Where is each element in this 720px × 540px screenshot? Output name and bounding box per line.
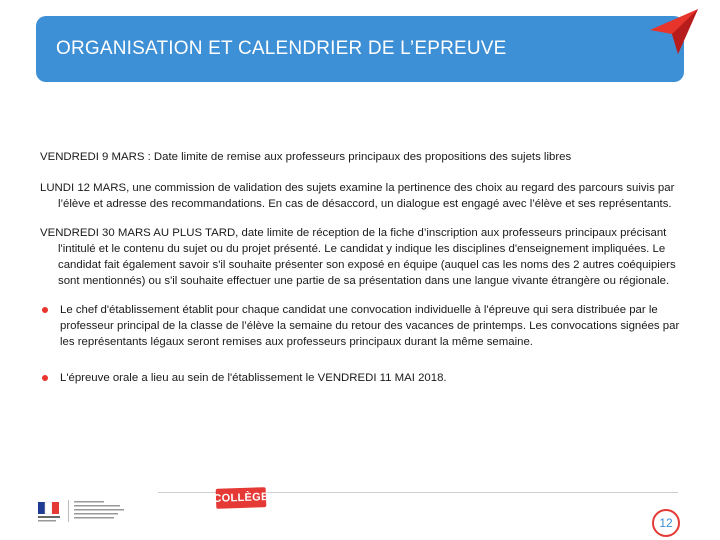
page-number: 12	[652, 509, 680, 537]
bullet-dot-icon	[42, 307, 48, 313]
college-logo: COLLÈGE	[216, 487, 267, 509]
bullet-text: Le chef d'établissement établit pour chaque candidat une convocation individuelle à l'épreuve qui sera distribuée par le professeur principal de la classe de l’élève la semaine du retour des vacances de printemps. Les convocations signées par les représentants légaux seront remises aux professeurs principaux durant la même semaine.	[60, 304, 680, 348]
bullet-dot-icon	[42, 375, 48, 381]
list-item-convocation	[40, 302, 690, 350]
republique-francaise-logo-icon	[38, 498, 130, 524]
schedule-content	[40, 149, 690, 406]
deadline-paragraph-9-mars: VENDREDI 9 MARS : Date limite de remise aux professeurs principaux des propositions des sujets libres	[40, 151, 572, 163]
title-banner	[36, 16, 684, 82]
list-item-oral-date	[40, 370, 690, 386]
commission-paragraph-12-mars: LUNDI 12 MARS, une commission de validation des sujets examine la pertinence des choix au regard des parcours suivis par l’élève et adresse des recommandations. En cas de désaccord, un dialogue est engagé avec l’élève et ses représentants.	[40, 182, 675, 210]
red-arrow-logo-icon	[646, 6, 700, 58]
page-title: ORGANISATION ET CALENDRIER DE L’EPREUVE	[56, 38, 507, 59]
inscription-paragraph-30-mars: VENDREDI 30 MARS AU PLUS TARD, date limite de réception de la fiche d’inscription aux professeurs principaux précisant l'intitulé et le contenu du sujet ou du projet présenté. Le candidat y indique les disciplines d'enseignement impliquées. Le candidat fait également savoir s'il souhaite présenter son exposé en équipe (auquel cas les noms des 2 autres coéquipiers sont mentionnés) ou s'il souhaite effectuer une partie de sa présentation dans une langue vivante étrangère ou régionale.	[40, 227, 676, 287]
bullet-text: L'épreuve orale a lieu au sein de l'établissement le VENDREDI 11 MAI 2018.	[60, 372, 447, 384]
